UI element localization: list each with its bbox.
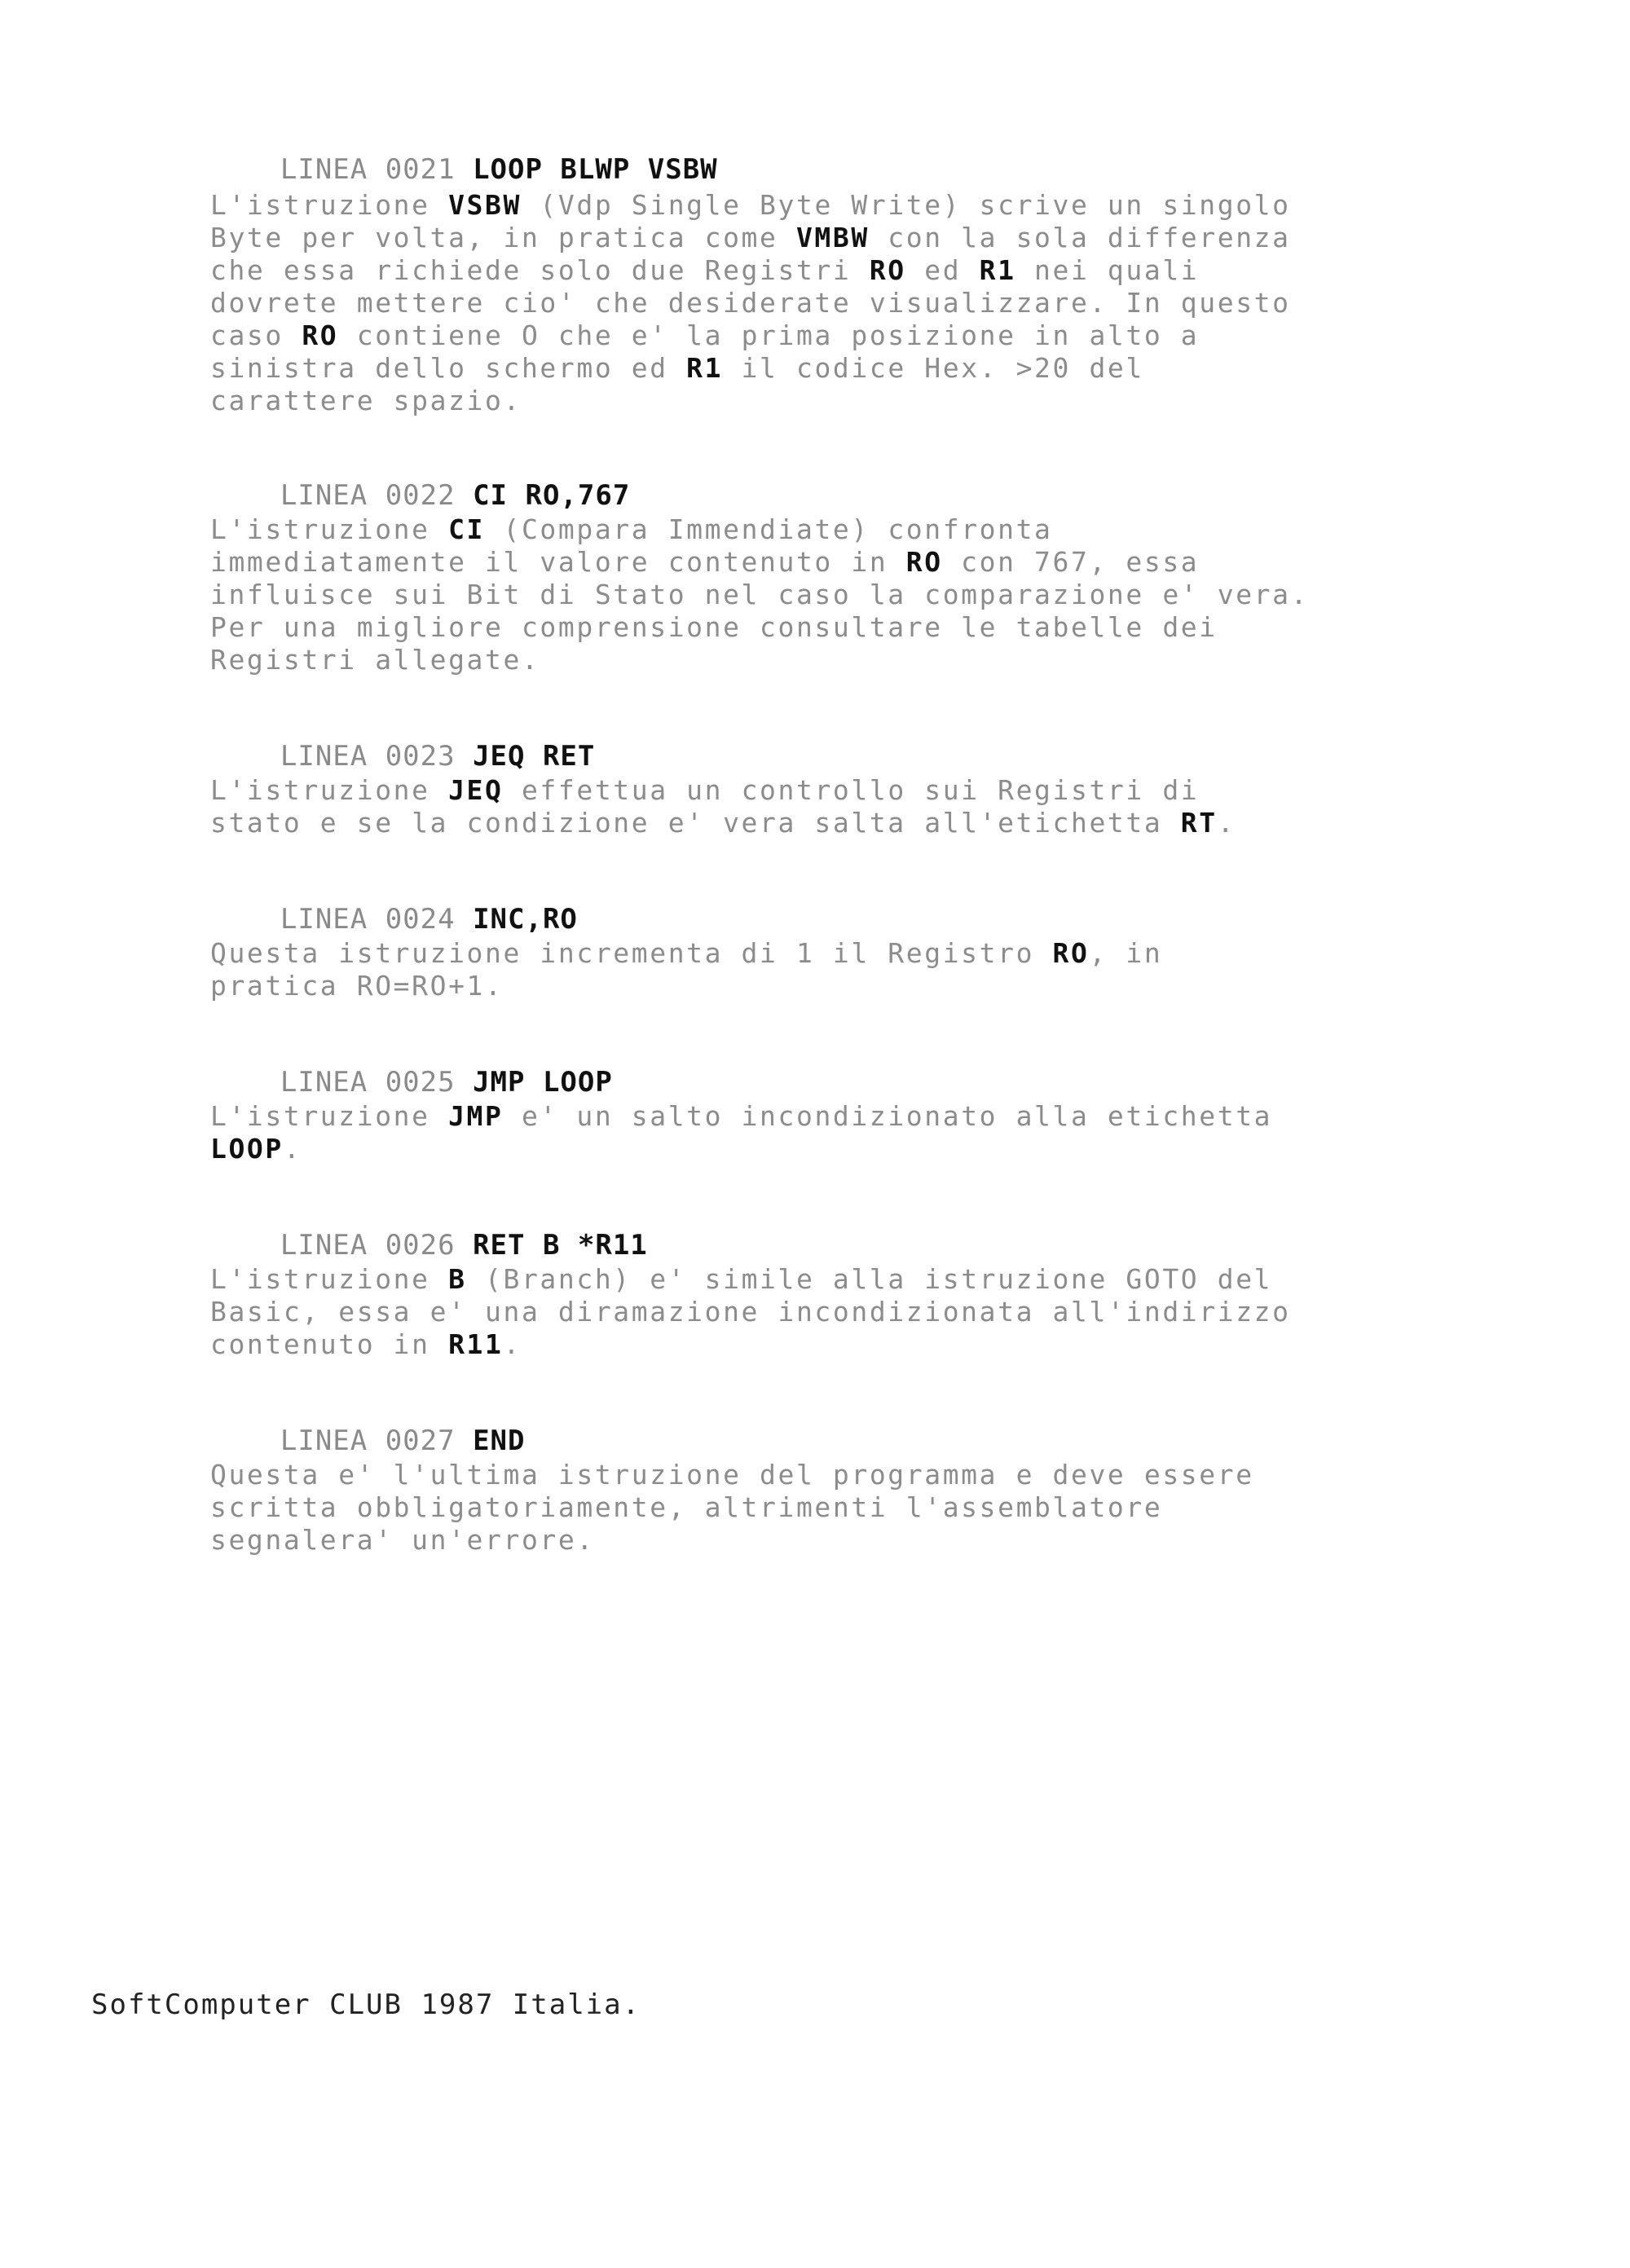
text-segment: segnalera' un'errore. [210,1524,595,1556]
text-segment: , in [1089,937,1163,969]
text-segment: . [283,1133,302,1165]
paragraph-line [210,287,1408,319]
text-segment: influisce sui Bit di Stato nel caso la comparazione e' vera. [210,579,1310,610]
register-or-opcode: RO [1052,937,1090,969]
register-or-opcode: RO [905,546,943,578]
paragraph-line [210,611,1408,644]
text-segment: e' un salto incondizionato alla etichetta [503,1100,1273,1132]
register-or-opcode: R11 [448,1328,504,1360]
paragraph-line [210,222,1408,254]
paragraph-line [210,513,1408,546]
paragraph-line [210,319,1408,352]
text-segment: caso [210,319,302,351]
text-segment: (Compara Immendiate) confronta [485,513,1053,545]
text-segment: L'istruzione [210,1100,449,1132]
instruction-code: INC,RO [473,903,578,936]
text-segment: sinistra dello schermo ed [210,352,687,384]
text-segment: Questa e' l'ultima istruzione del programma e deve essere [210,1459,1254,1491]
text-segment: L'istruzione [210,774,449,806]
paragraph-line [210,1296,1408,1328]
paragraph-line [210,970,1408,1002]
section-paragraph-0025 [210,1100,1408,1165]
paragraph-line [210,1328,1408,1361]
line-number-label: LINEA 0021 [280,153,456,186]
text-segment: L'istruzione [210,1263,449,1295]
paragraph-line [210,937,1408,970]
text-segment: contenuto in [210,1328,449,1360]
instruction-code: LOOP BLWP VSBW [473,153,718,186]
text-segment: (Branch) e' simile alla istruzione GOTO del [466,1263,1273,1295]
text-segment: stato e se la condizione e' vera salta all'etichetta [210,807,1181,839]
text-segment: con 767, essa [942,546,1200,578]
paragraph-line [210,1491,1408,1524]
text-segment: contiene O che e' la prima posizione in alto a [338,319,1200,351]
text-segment: pratica RO=RO+1. [210,970,504,1002]
paragraph-line [210,807,1408,839]
register-or-opcode: VSBW [448,189,522,221]
paragraph-line [210,1100,1408,1133]
paragraph-line [210,189,1408,222]
instruction-code: CI RO,767 [473,479,631,512]
paragraph-line [210,385,1408,417]
text-segment: carattere spazio. [210,385,522,416]
section-paragraph-0026 [210,1263,1408,1361]
text-segment: scritta obbligatoriamente, altrimenti l'assemblatore [210,1491,1163,1523]
paragraph-line [210,774,1408,807]
text-segment: Basic, essa e' una diramazione incondizionata all'indirizzo [210,1296,1291,1328]
line-number-label: LINEA 0026 [280,1229,456,1262]
text-segment: che essa richiede solo due Registri [210,254,870,286]
text-segment: con la sola differenza [869,222,1291,253]
register-or-opcode: RO [302,319,339,351]
instruction-code: RET B *R11 [473,1229,648,1262]
instruction-code: END [473,1425,526,1457]
text-segment: L'istruzione [210,189,449,221]
paragraph-line [210,1524,1408,1557]
text-segment: Questa istruzione incrementa di 1 il Registro [210,937,1053,969]
text-segment: . [1217,807,1236,839]
text-segment: L'istruzione [210,513,449,545]
section-paragraph-0024 [210,937,1408,1002]
section-paragraph-0022 [210,513,1408,676]
line-number-label: LINEA 0027 [280,1425,456,1457]
register-or-opcode: R1 [686,352,724,384]
line-number-label: LINEA 0025 [280,1066,456,1099]
paragraph-line [210,546,1408,579]
line-number-label: LINEA 0024 [280,903,456,936]
section-paragraph-0027 [210,1459,1408,1557]
instruction-code: JMP LOOP [473,1066,613,1099]
paragraph-line [210,1133,1408,1165]
register-or-opcode: RO [869,254,906,286]
line-number-label: LINEA 0022 [280,479,456,512]
paragraph-line [210,1263,1408,1296]
register-or-opcode: VMBW [795,222,870,253]
text-segment: immediatamente il valore contenuto in [210,546,906,578]
text-segment: (Vdp Single Byte Write) scrive un singolo [521,189,1291,221]
text-segment: Per una migliore comprensione consultare le tabelle dei [210,611,1218,643]
instruction-code: JEQ RET [473,740,596,773]
text-segment: dovrete mettere cio' che desiderate visualizzare. In questo [210,287,1291,319]
register-or-opcode: CI [448,513,486,545]
paragraph-line [210,579,1408,611]
text-segment: effettua un controllo sui Registri di [503,774,1200,806]
register-or-opcode: JMP [448,1100,504,1132]
text-segment: ed [905,254,980,286]
register-or-opcode: R1 [979,254,1016,286]
paragraph-line [210,254,1408,287]
text-segment: il codice Hex. >20 del [723,352,1144,384]
paragraph-line [210,352,1408,385]
register-or-opcode: LOOP [210,1133,284,1165]
text-segment: nei quali [1015,254,1200,286]
register-or-opcode: RT [1180,807,1218,839]
footer-credit: SoftComputer CLUB 1987 Italia. [91,1988,641,2021]
section-paragraph-0023 [210,774,1408,839]
text-segment: . [503,1328,522,1360]
register-or-opcode: B [448,1263,467,1295]
text-segment: Registri allegate. [210,644,540,676]
paragraph-line [210,644,1408,676]
section-paragraph-0021 [210,189,1408,417]
line-number-label: LINEA 0023 [280,740,456,773]
text-segment: Byte per volta, in pratica come [210,222,796,253]
paragraph-line [210,1459,1408,1491]
register-or-opcode: JEQ [448,774,504,806]
